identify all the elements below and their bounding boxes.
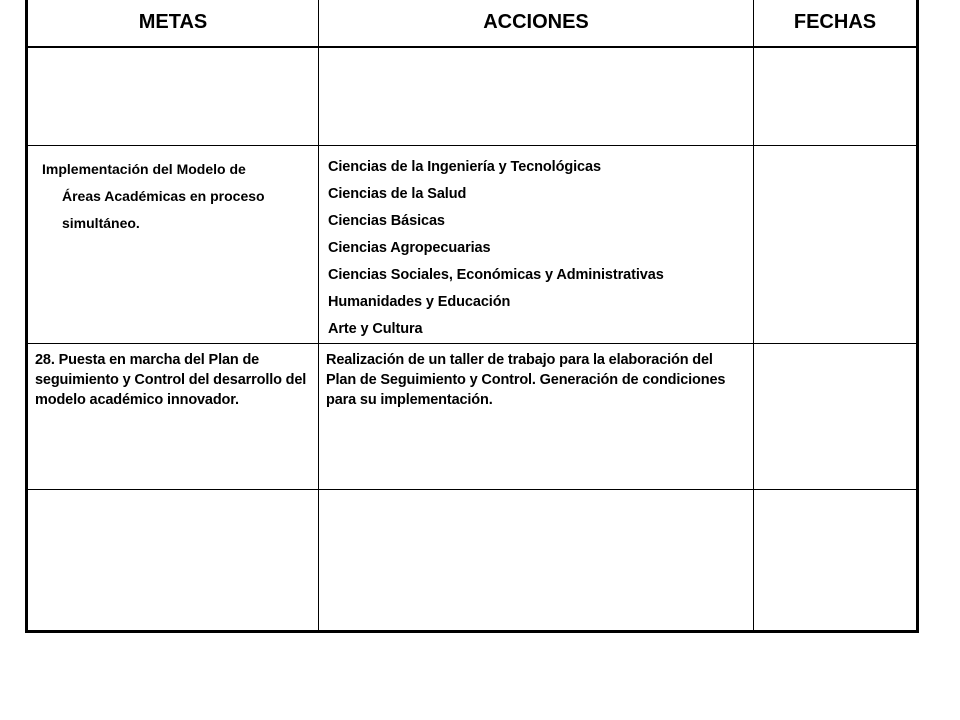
header-acciones: ACCIONES — [319, 0, 754, 47]
fecha-cell — [754, 490, 918, 632]
meta-cell — [27, 490, 319, 632]
list-item: Ciencias de la Salud — [328, 186, 467, 202]
meta-text: 28. Puesta en marcha del Plan de seguimiento y Control del desarrollo del modelo académico innovador. — [35, 352, 307, 408]
fecha-cell — [754, 146, 918, 344]
meta-cell — [27, 146, 319, 344]
header-metas: METAS — [27, 0, 319, 47]
fecha-cell — [754, 47, 918, 146]
meta-line: Áreas Académicas en proceso — [62, 188, 265, 204]
meta-text — [28, 146, 318, 237]
list-item: Humanidades y Educación — [328, 294, 511, 310]
table-row — [27, 490, 918, 632]
accion-text: Realización de un taller de trabajo para la elaboración del Plan de Seguimiento y Control. Generación de condiciones para su implementación. — [326, 352, 726, 408]
accion-cell — [319, 47, 754, 146]
meta-cell — [27, 344, 319, 490]
meta-line: Implementación del Modelo de — [42, 161, 246, 177]
list-item: Ciencias Sociales, Económicas y Administrativas — [328, 267, 664, 283]
list-item: Ciencias Agropecuarias — [328, 240, 491, 256]
table-row — [27, 344, 918, 490]
meta-cell — [27, 47, 319, 146]
accion-cell — [319, 344, 754, 490]
areas-list — [319, 146, 753, 343]
fecha-cell — [754, 344, 918, 490]
accion-cell — [319, 146, 754, 344]
header-fechas: FECHAS — [754, 0, 918, 47]
list-item: Ciencias Básicas — [328, 213, 445, 229]
list-item: Ciencias de la Ingeniería y Tecnológicas — [328, 159, 601, 175]
plan-table — [25, 0, 919, 633]
accion-cell — [319, 490, 754, 632]
table-row — [27, 47, 918, 146]
list-item: Arte y Cultura — [328, 321, 423, 337]
table-row — [27, 146, 918, 344]
meta-line: simultáneo. — [62, 215, 140, 231]
header-row — [27, 0, 918, 47]
